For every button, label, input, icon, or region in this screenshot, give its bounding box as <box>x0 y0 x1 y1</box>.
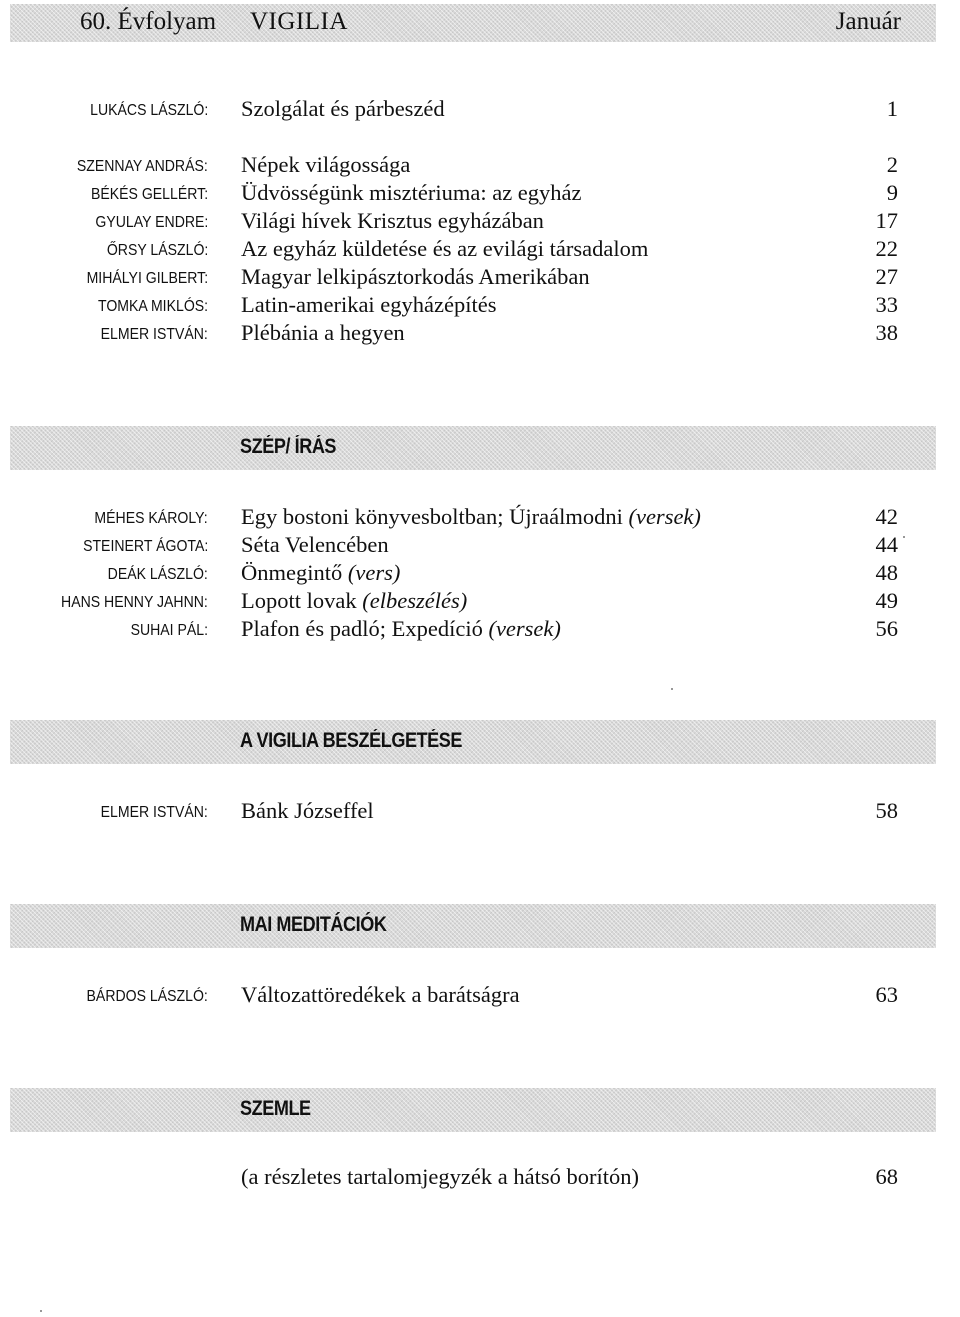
entry-author: SZENNAY ANDRÁS: <box>77 158 208 175</box>
scan-speck <box>40 1310 42 1312</box>
entry-title: Plafon és padló; Expedíció (versek) <box>241 616 561 641</box>
entry-title: Lopott lovak (elbeszélés) <box>241 588 468 613</box>
toc-entry[interactable] <box>0 236 960 264</box>
entry-genre: (elbeszélés) <box>362 588 468 613</box>
toc-entry[interactable] <box>0 96 960 124</box>
entry-page: 22 <box>875 236 898 261</box>
entry-title: (a részletes tartalomjegyzék a hátsó borítón) <box>241 1164 639 1189</box>
section-band <box>10 426 936 470</box>
entry-page: 17 <box>875 208 898 233</box>
entry-genre: (vers) <box>347 560 401 585</box>
entry-author: TOMKA MIKLÓS: <box>97 298 208 315</box>
entry-author: BÁRDOS LÁSZLÓ: <box>86 988 208 1005</box>
issue-label: 60. Évfolyam <box>80 8 217 35</box>
toc-entry[interactable] <box>0 292 960 320</box>
issue-month: Január <box>835 8 901 35</box>
entry-title: Magyar lelkipásztorkodás Amerikában <box>241 264 590 289</box>
entry-page: 63 <box>875 982 898 1007</box>
entry-author: GYULAY ENDRE: <box>95 214 208 231</box>
entry-page: 2 <box>886 152 898 177</box>
entry-page: 1 <box>886 96 898 121</box>
entry-title: Egy bostoni könyvesboltban; Újraálmodni (versek) <box>241 504 701 529</box>
entry-page: 33 <box>875 292 898 317</box>
entry-author: MIHÁLYI GILBERT: <box>86 270 208 287</box>
toc-entry[interactable] <box>0 320 960 348</box>
entry-author: ELMER ISTVÁN: <box>100 804 208 821</box>
entry-genre: (versek) <box>628 504 701 529</box>
toc-entry[interactable] <box>0 1164 960 1192</box>
section-band <box>10 1088 936 1132</box>
toc-entry[interactable] <box>0 560 960 588</box>
toc-entry[interactable] <box>0 588 960 616</box>
toc-entry[interactable] <box>0 180 960 208</box>
entry-title: Világi hívek Krisztus egyházában <box>241 208 544 233</box>
entry-page: 27 <box>875 264 898 289</box>
entry-author: ELMER ISTVÁN: <box>100 326 208 343</box>
entry-page: 48 <box>875 560 898 585</box>
header-band <box>10 4 936 42</box>
entry-title: Plébánia a hegyen <box>241 320 405 345</box>
entry-title: Séta Velencében <box>241 532 389 557</box>
entry-title: Változattöredékek a barátságra <box>241 982 520 1007</box>
entry-author: SUHAI PÁL: <box>130 622 208 639</box>
toc-entry[interactable] <box>0 616 960 644</box>
section-title: SZEMLE <box>240 1097 311 1120</box>
entry-page: 49 <box>875 588 898 613</box>
toc-entry[interactable] <box>0 208 960 236</box>
entry-author: HANS HENNY JAHNN: <box>61 594 208 611</box>
section-band <box>10 904 936 948</box>
entry-genre: (versek) <box>488 616 561 641</box>
entry-title: Népek világossága <box>241 152 411 177</box>
entry-title: Az egyház küldetése és az evilági társadalom <box>241 236 649 261</box>
toc-entry[interactable] <box>0 982 960 1010</box>
section-title: A VIGILIA BESZÉLGETÉSE <box>240 729 463 752</box>
entry-title: Latin-amerikai egyházépítés <box>241 292 497 317</box>
journal-title: VIGILIA <box>250 8 348 35</box>
toc-entry[interactable] <box>0 532 960 560</box>
entry-title: Szolgálat és párbeszéd <box>241 96 445 121</box>
section-title: MAI MEDITÁCIÓK <box>240 913 387 936</box>
entry-author: MÉHES KÁROLY: <box>94 510 208 527</box>
toc-entry[interactable] <box>0 264 960 292</box>
entry-page: 38 <box>875 320 898 345</box>
section-title: SZÉP/ ÍRÁS <box>240 435 337 458</box>
toc-entry[interactable] <box>0 798 960 826</box>
toc-entry[interactable] <box>0 504 960 532</box>
scan-speck <box>671 688 673 690</box>
entry-page: 58 <box>875 798 898 823</box>
entry-title: Bánk Józseffel <box>241 798 374 823</box>
entry-author: DEÁK LÁSZLÓ: <box>107 566 208 583</box>
entry-author: LUKÁCS LÁSZLÓ: <box>89 102 208 119</box>
entry-page: 44 <box>875 532 898 557</box>
scan-speck <box>903 536 905 538</box>
entry-author: BÉKÉS GELLÉRT: <box>90 186 208 203</box>
entry-author: STEINERT ÁGOTA: <box>82 538 208 555</box>
entry-author: ŐRSY LÁSZLÓ: <box>106 242 208 259</box>
entry-title: Üdvösségünk misztériuma: az egyház <box>241 180 582 205</box>
entry-title: Önmegintő (vers) <box>241 560 401 585</box>
toc-entry[interactable] <box>0 152 960 180</box>
entry-page: 68 <box>875 1164 898 1189</box>
entry-page: 42 <box>875 504 898 529</box>
entry-page: 9 <box>886 180 898 205</box>
entry-page: 56 <box>875 616 898 641</box>
section-band <box>10 720 936 764</box>
